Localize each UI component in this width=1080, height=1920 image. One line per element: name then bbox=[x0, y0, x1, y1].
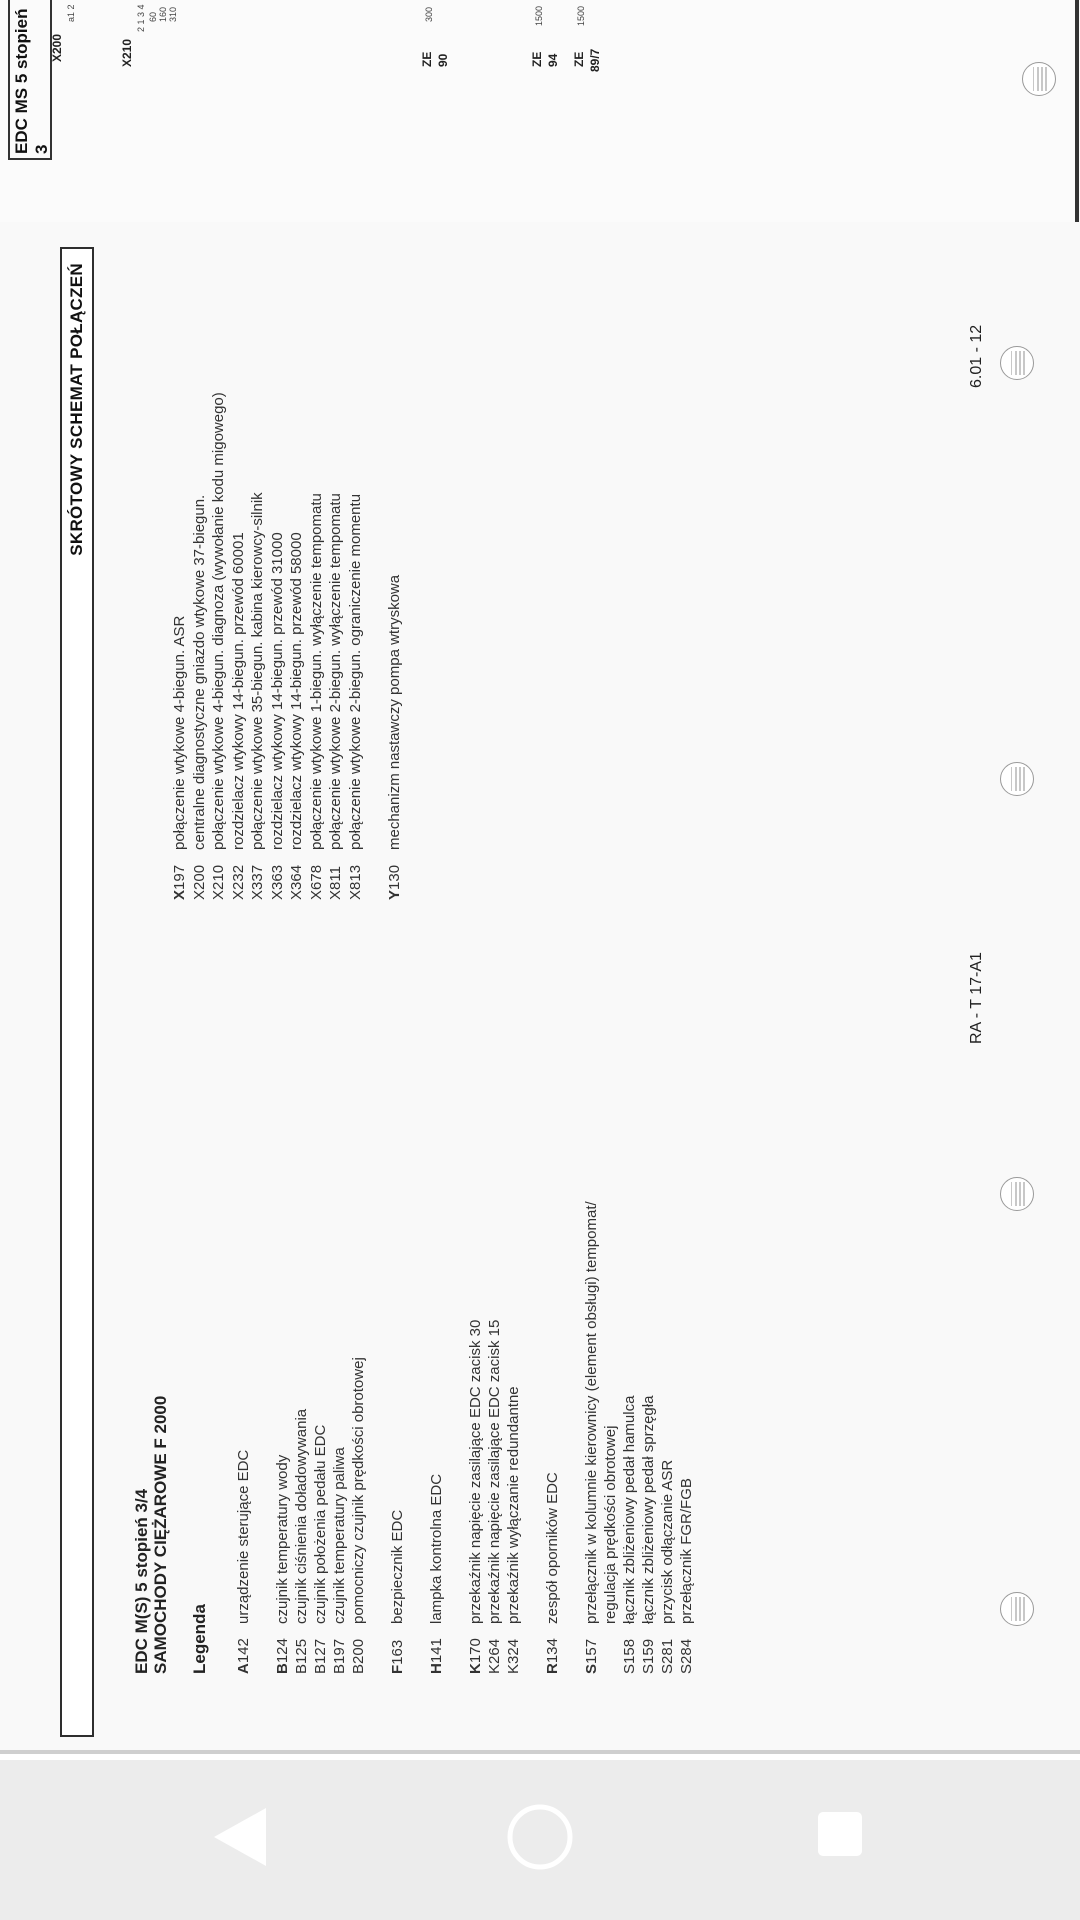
ze-90-number: 90 bbox=[436, 53, 450, 67]
entry-code bbox=[543, 1624, 562, 1674]
punch-hole bbox=[1000, 1177, 1034, 1211]
legend-entry bbox=[620, 1201, 639, 1674]
entry-code bbox=[485, 1624, 504, 1674]
legend-entry bbox=[170, 392, 190, 900]
entry-code-letter: Y bbox=[386, 889, 403, 900]
entry-description: przełącznik w kolumnie kierownicy (element obsługi) tempomat/ bbox=[583, 1201, 600, 1624]
entry-code-number: S281 bbox=[659, 1638, 676, 1674]
punch-hole bbox=[1000, 762, 1034, 796]
entry-description: połączenie wtykowe 35-biegun. kabina kierowcy-silnik bbox=[249, 492, 266, 850]
legend-heading: Legenda bbox=[190, 1604, 209, 1674]
entry-code-letter: B bbox=[274, 1663, 291, 1674]
legend-entry bbox=[504, 1201, 523, 1674]
legend-entry bbox=[311, 1201, 330, 1674]
entry-description: mechanizm nastawczy pompa wtryskowa bbox=[386, 574, 403, 850]
entry-code bbox=[466, 1624, 485, 1674]
entry-code bbox=[209, 850, 229, 900]
entry-code-number: S284 bbox=[678, 1638, 695, 1674]
recents-icon[interactable] bbox=[816, 1810, 864, 1858]
legend-entry bbox=[190, 392, 210, 900]
entry-code bbox=[287, 850, 307, 900]
entry-description: czujnik temperatury paliwa bbox=[331, 1447, 348, 1624]
entry-code-number: 170 bbox=[467, 1638, 484, 1664]
document-page bbox=[0, 222, 1080, 1754]
entry-code bbox=[229, 850, 249, 900]
previous-page-sheet bbox=[0, 0, 1080, 225]
entry-code-number: X232 bbox=[229, 864, 247, 900]
x210-label: X210 bbox=[120, 38, 134, 67]
x200-pins: a1 2 bbox=[66, 4, 76, 22]
previous-page-content bbox=[0, 0, 1080, 222]
punch-hole bbox=[1022, 62, 1056, 96]
entry-code-number: 142 bbox=[235, 1638, 252, 1664]
entry-code bbox=[620, 1624, 639, 1674]
entry-code-letter: K bbox=[467, 1663, 484, 1674]
entry-description: rozdzielacz wtykowy 14-biegun. przewód 60001 bbox=[229, 532, 247, 850]
entry-code-letter: A bbox=[235, 1663, 252, 1674]
entry-code-number: 141 bbox=[428, 1638, 445, 1664]
entry-code bbox=[582, 1624, 601, 1674]
entry-code-number: 157 bbox=[583, 1638, 600, 1664]
entry-code bbox=[170, 850, 190, 900]
entry-description: połączenie wtykowe 4-biegun. diagnoza (wywołanie kodu migowego) bbox=[210, 392, 227, 850]
wire-300: 300 bbox=[424, 6, 434, 22]
legend-entry bbox=[385, 392, 405, 900]
legend-entry bbox=[268, 392, 288, 900]
entry-code bbox=[311, 1624, 330, 1674]
legend-entry bbox=[543, 1201, 562, 1674]
entry-description: zespół oporników EDC bbox=[544, 1472, 561, 1624]
group-spacer bbox=[562, 1201, 582, 1674]
legend-entry bbox=[466, 1201, 485, 1674]
entry-code-number: X813 bbox=[346, 864, 364, 900]
schematic-line bbox=[1075, 0, 1079, 222]
legend-entry bbox=[234, 1201, 253, 1674]
entry-code bbox=[248, 850, 268, 900]
wire-1500-b: 1500 bbox=[576, 5, 586, 26]
entry-code bbox=[292, 1624, 311, 1674]
x200-label: X200 bbox=[50, 33, 64, 62]
entry-code-number: X363 bbox=[268, 864, 286, 900]
ze-94-label: ZE bbox=[530, 51, 544, 67]
document-code: RA - T 17-A1 bbox=[968, 952, 985, 1044]
entry-description: pomocniczy czujnik prędkości obrotowej bbox=[350, 1357, 367, 1624]
document-page-content bbox=[0, 222, 1080, 1750]
entry-code bbox=[307, 850, 327, 900]
entry-code bbox=[385, 850, 405, 900]
entry-code bbox=[349, 1624, 368, 1674]
entry-code-number: X364 bbox=[288, 864, 305, 900]
ze-90-label: ZE bbox=[420, 51, 434, 67]
entry-description: połączenie wtykowe 2-biegun. wyłączenie tempomatu bbox=[327, 493, 344, 850]
entry-description: centralne diagnostyczne gniazdo wtykowe 37-biegun. bbox=[190, 494, 208, 850]
entry-code-number: K264 bbox=[486, 1638, 503, 1674]
x210-pins: 2 1 3 4 bbox=[136, 4, 146, 32]
entry-code bbox=[427, 1624, 446, 1674]
entry-code-letter: X bbox=[171, 889, 188, 900]
entry-description: urządzenie sterujące EDC bbox=[235, 1449, 252, 1624]
entry-code bbox=[326, 850, 346, 900]
entry-code-number: 197 bbox=[171, 864, 188, 890]
entry-description: czujnik ciśnienia doładowywania bbox=[293, 1408, 310, 1624]
wire-1500-a: 1500 bbox=[534, 5, 544, 26]
legend-entry bbox=[326, 392, 346, 900]
entry-code-number: X678 bbox=[307, 864, 325, 900]
entry-code-number: X811 bbox=[327, 866, 344, 900]
legend-entry bbox=[427, 1201, 446, 1674]
entry-code bbox=[639, 1624, 658, 1674]
entry-description: rozdzielacz wtykowy 14-biegun. przewód 31000 bbox=[268, 532, 286, 850]
previous-page-title: EDC MS 5 stopień 3 bbox=[12, 8, 51, 154]
entry-code bbox=[346, 850, 366, 900]
punch-hole bbox=[1000, 1592, 1034, 1626]
legend-entry bbox=[229, 392, 249, 900]
entry-description: bezpiecznik EDC bbox=[389, 1509, 406, 1624]
document-title-line2: SAMOCHODY CIĘŻAROWE F 2000 bbox=[151, 1395, 170, 1674]
entry-code-number: X200 bbox=[190, 864, 208, 900]
entry-code bbox=[234, 1624, 253, 1674]
legend-entry bbox=[287, 392, 307, 900]
entry-code-number: B200 bbox=[350, 1638, 367, 1674]
connector-list bbox=[170, 392, 405, 900]
entry-code bbox=[190, 850, 210, 900]
entry-code-letter: F bbox=[389, 1664, 406, 1674]
legend-entry bbox=[601, 1201, 620, 1674]
entry-code-number: X337 bbox=[249, 864, 266, 900]
entry-description: przełącznik FGR/FGB bbox=[678, 1478, 695, 1624]
entry-description: czujnik położenia pedału EDC bbox=[312, 1424, 329, 1624]
header-title: SKRÓTOWY SCHEMAT POŁĄCZEŃ bbox=[67, 263, 86, 556]
group-spacer bbox=[523, 1201, 543, 1674]
legend-entry bbox=[349, 1201, 368, 1674]
entry-description: przekaźnik wyłączanie redundantne bbox=[505, 1386, 522, 1624]
group-spacer bbox=[368, 1201, 388, 1674]
legend-entry bbox=[292, 1201, 311, 1674]
entry-description: łącznik zbliżeniowy pedał sprzęgła bbox=[640, 1395, 657, 1624]
entry-description: połączenie wtykowe 1-biegun. wyłączenie tempomatu bbox=[307, 493, 325, 850]
entry-code-number: B197 bbox=[331, 1638, 348, 1674]
entry-description: regulacja prędkości obrotowej bbox=[602, 1425, 619, 1624]
ze-89-number: 89/7 bbox=[588, 48, 602, 72]
document-title-line1: EDC M(S) 5 stopień 3/4 bbox=[132, 1488, 151, 1674]
navigation-bar bbox=[0, 1760, 1080, 1920]
entry-code-number: X210 bbox=[210, 864, 227, 900]
header-box bbox=[60, 247, 94, 1737]
legend-entry bbox=[209, 392, 229, 900]
legend-list bbox=[234, 1201, 696, 1674]
group-spacer bbox=[253, 1201, 273, 1674]
entry-code bbox=[658, 1624, 677, 1674]
entry-code-number: 124 bbox=[274, 1638, 291, 1664]
entry-description: połączenie wtykowe 4-biegun. ASR bbox=[171, 615, 188, 850]
punch-hole bbox=[1000, 346, 1034, 380]
ze-89-label: ZE bbox=[572, 51, 586, 67]
group-spacer bbox=[407, 1201, 427, 1674]
home-icon[interactable] bbox=[505, 1802, 575, 1872]
legend-entry bbox=[388, 1201, 407, 1674]
entry-code bbox=[504, 1624, 523, 1674]
entry-code bbox=[388, 1624, 407, 1674]
entry-code bbox=[268, 850, 288, 900]
entry-code bbox=[601, 1624, 620, 1674]
entry-code-number: S158 bbox=[621, 1638, 638, 1674]
entry-code-number: S159 bbox=[640, 1638, 657, 1674]
entry-code-letter: H bbox=[428, 1663, 445, 1674]
legend-entry bbox=[582, 1201, 601, 1674]
entry-code bbox=[273, 1624, 292, 1674]
legend-entry bbox=[330, 1201, 349, 1674]
legend-entry bbox=[273, 1201, 292, 1674]
page-number: 6.01 - 12 bbox=[968, 324, 985, 388]
legend-entry bbox=[346, 392, 366, 900]
legend-entry bbox=[485, 1201, 504, 1674]
legend-entry bbox=[677, 1201, 696, 1674]
entry-description: czujnik temperatury wody bbox=[274, 1454, 291, 1624]
group-spacer bbox=[365, 392, 385, 900]
document-title bbox=[132, 1396, 170, 1674]
entry-code-number: K324 bbox=[505, 1638, 522, 1674]
entry-description: łącznik zbliżeniowy pedał hamulca bbox=[621, 1395, 638, 1624]
entry-description: lampka kontrolna EDC bbox=[428, 1473, 445, 1624]
group-spacer bbox=[446, 1201, 466, 1674]
x210-wires: 60 160 310 bbox=[148, 6, 178, 22]
legend-entry bbox=[248, 392, 268, 900]
legend-entry bbox=[307, 392, 327, 900]
legend-entry bbox=[658, 1201, 677, 1674]
entry-code-number: B127 bbox=[312, 1638, 329, 1674]
entry-code-number: 134 bbox=[544, 1638, 561, 1664]
entry-code-number: B125 bbox=[293, 1638, 310, 1674]
entry-description: połączenie wtykowe 2-biegun. ograniczenie momentu bbox=[346, 493, 364, 850]
entry-description: przycisk odłączanie ASR bbox=[659, 1459, 676, 1624]
entry-code bbox=[677, 1624, 696, 1674]
entry-code-letter: S bbox=[583, 1663, 600, 1674]
entry-code-letter: R bbox=[544, 1663, 561, 1674]
entry-code-number: 130 bbox=[386, 864, 403, 890]
ze-94-number: 94 bbox=[546, 53, 560, 67]
back-icon[interactable] bbox=[210, 1804, 270, 1870]
entry-description: rozdzielacz wtykowy 14-biegun. przewód 58000 bbox=[288, 532, 305, 850]
entry-description: przekaźnik napięcie zasilające EDC zacisk 30 bbox=[467, 1319, 484, 1624]
entry-code bbox=[330, 1624, 349, 1674]
legend-entry bbox=[639, 1201, 658, 1674]
entry-description: przekaźnik napięcie zasilające EDC zacisk 15 bbox=[486, 1319, 503, 1624]
entry-code-number: 163 bbox=[389, 1639, 406, 1665]
